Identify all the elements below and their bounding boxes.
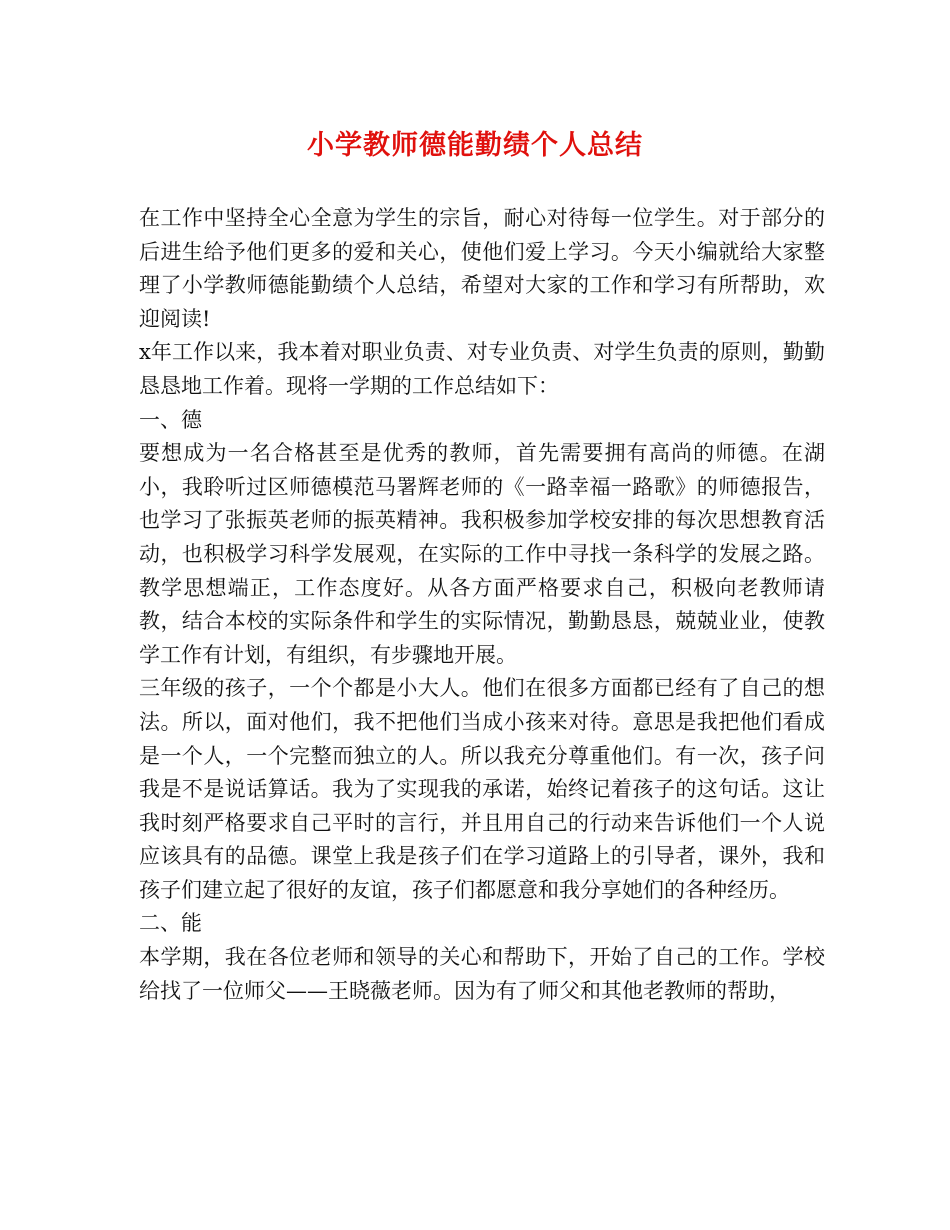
- de-paragraph-2: 三年级的孩子，一个个都是小大人。他们在很多方面都已经有了自己的想法。所以，面对他们，我不把他们当成小孩来对待。意思是我把他们看成是一个人，一个完整而独立的人。所以我充分尊重他们。有一次，孩子问我是不是说话算话。我为了实现我的承诺，始终记着孩子的这句话。这让我时刻严格要求自己平时的言行，并且用自己的行动来告诉他们一个人说应该具有的品德。课堂上我是孩子们在学习道路上的引导者，课外，我和孩子们建立起了很好的友谊，孩子们都愿意和我分享她们的各种经历。: [139, 676, 825, 902]
- section-heading-neng: 二、能: [139, 911, 202, 936]
- neng-paragraph-1: 本学期，我在各位老师和领导的关心和帮助下，开始了自己的工作。学校给找了一位师父——王晓薇老师。因为有了师父和其他老教师的帮助，: [139, 945, 825, 1003]
- document-title: 小学教师德能勤绩个人总结: [307, 130, 643, 161]
- de-paragraph-1: 要想成为一名合格甚至是优秀的教师，首先需要拥有高尚的师德。在湖小，我聆听过区师德模范马署辉老师的《一路幸福一路歌》的师德报告，也学习了张振英老师的振英精神。我积极参加学校安排的每次思想教育活动，也积极学习科学发展观，在实际的工作中寻找一条科学的发展之路。教学思想端正，工作态度好。从各方面严格要求自己，积极向老教师请教，结合本校的实际条件和学生的实际情况，勤勤恳恳，兢兢业业，使教学工作有计划，有组织，有步骤地开展。: [139, 441, 825, 667]
- document-body: [139, 202, 825, 1008]
- section-heading-de: 一、德: [139, 407, 202, 432]
- intro-paragraph: 在工作中坚持全心全意为学生的宗旨，耐心对待每一位学生。对于部分的后进生给予他们更多的爱和关心，使他们爱上学习。今天小编就给大家整理了小学教师德能勤绩个人总结，希望对大家的工作和学习有所帮助，欢迎阅读!: [139, 206, 825, 331]
- opening-paragraph: x年工作以来，我本着对职业负责、对专业负责、对学生负责的原则，勤勤恳恳地工作着。现将一学期的工作总结如下：: [139, 340, 825, 398]
